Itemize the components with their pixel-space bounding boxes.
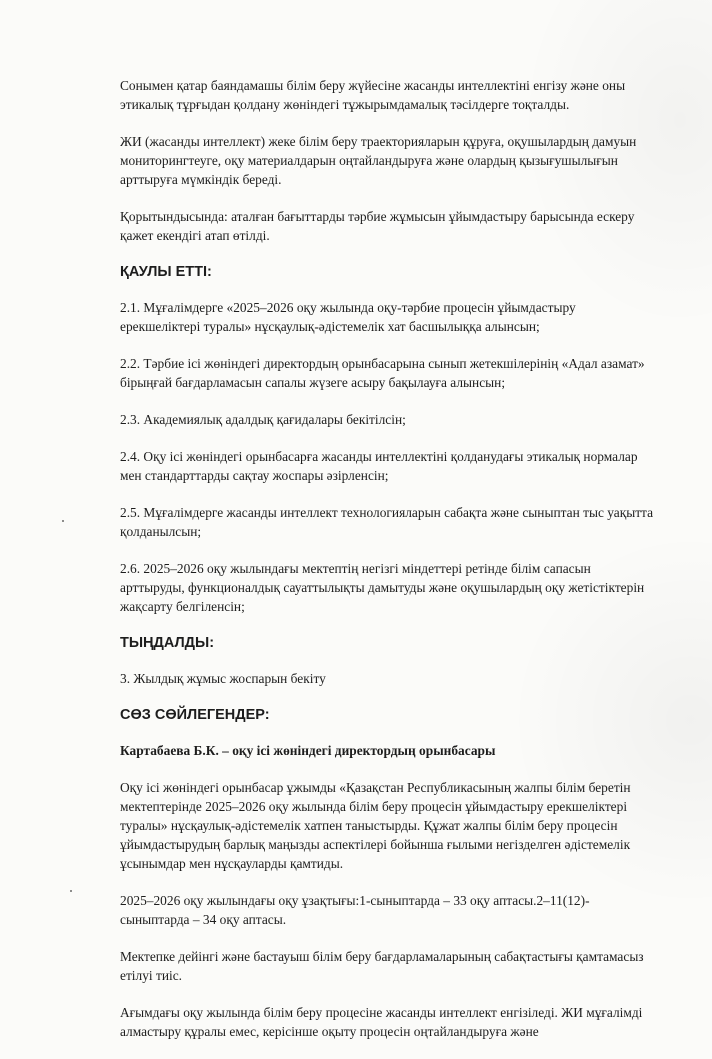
intro-paragraph-2: ЖИ (жасанды интеллект) жеке білім беру траекторияларын құруға, оқушылардың дамуын мониторингтеуге, оқу материалдарын оңтайландыруға және олардың қызығушылығын арттыруға мүмкіндік береді.: [120, 134, 637, 187]
resolution-item: 2.4. Оқу ісі жөніндегі орынбасарға жасанды интеллектіні қолданудағы этикалық нормалар мен стандарттарды сақтау жоспары әзірленсін;: [120, 449, 638, 483]
document-body: [120, 76, 655, 1059]
speech-paragraph: 2025–2026 оқу жылындағы оқу ұзақтығы:1-сыныптарда – 33 оқу аптасы.2–11(12)-сыныптарда – 34 оқу аптасы.: [120, 893, 590, 927]
speech-paragraph: Мектепке дейінгі және бастауыш білім беру бағдарламаларының сабақтастығы қамтамасыз етілуі тиіс.: [120, 949, 644, 983]
resolution-item: 2.1. Мұғалімдерге «2025–2026 оқу жылында оқу-тәрбие процесін ұйымдастыру ерекшеліктері туралы» нұсқаулық-әдістемелік хат басшылыққа алынсын;: [120, 300, 576, 334]
resolution-item: 2.6. 2025–2026 оқу жылындағы мектептің негізгі міндеттері ретінде білім сапасын арттыруды, функционалдық сауаттылықты дамытуды және оқушылардың оқу жетістіктерін жақсарту белгіленсін;: [120, 561, 645, 614]
agenda-item: 3. Жылдық жұмыс жоспарын бекіту: [120, 671, 326, 686]
speech-paragraph: Ағымдағы оқу жылында білім беру процесіне жасанды интеллект енгізіледі. ЖИ мұғалімді алмастыру құралы емес, керісінше оқыту процесін оңтайландыруға және: [120, 1005, 643, 1039]
resolution-item: 2.2. Тәрбие ісі жөніндегі директордың орынбасарына сынып жетекшілерінің «Адал азамат» бірыңғай бағдарламасын сапалы жүзеге асыру бақылауға алынсын;: [120, 356, 645, 390]
resolution-item: 2.5. Мұғалімдерге жасанды интеллект технологияларын сабақта және сыныптан тыс уақытта қолданылсын;: [120, 505, 654, 539]
speech-paragraph: Оқу ісі жөніндегі орынбасар ұжымды «Қазақстан Республикасының жалпы білім беретін мектептерінде 2025–2026 оқу жылында білім беру процесін ұйымдастыру ерекшеліктері туралы» нұсқаулық-әдістемелік хатпен таныстырды. Құжат жалпы білім беру процесін ұйымдастырудың барлық маңызды аспектілері бойынша ғылыми негізделген әдістемелік ұсынымдар мен нұсқауларды қамтиды.: [120, 780, 631, 871]
decided-heading: ҚАУЛЫ ЕТТІ:: [120, 264, 212, 280]
intro-paragraph-1: Сонымен қатар баяндамашы білім беру жүйесіне жасанды интеллектіні енгізу және оны этикалық тұрғыдан қолдану жөніндегі тұжырымдамалық тәсілдерге тоқталды.: [120, 78, 626, 112]
scan-speck: [62, 520, 64, 522]
heard-heading: ТЫҢДАЛДЫ:: [120, 635, 215, 651]
intro-paragraph-3: Қорытындысында: аталған бағыттарды тәрбие жұмысын ұйымдастыру барысында ескеру қажет екендігі атап өтілді.: [120, 209, 635, 243]
speaker-name: Картабаева Б.К. – оқу ісі жөніндегі директордың орынбасары: [120, 743, 496, 758]
speakers-heading: СӨЗ СӨЙЛЕГЕНДЕР:: [120, 707, 270, 723]
resolution-item: 2.3. Академиялық адалдық қағидалары бекітілсін;: [120, 412, 406, 427]
scan-speck: [70, 890, 72, 892]
